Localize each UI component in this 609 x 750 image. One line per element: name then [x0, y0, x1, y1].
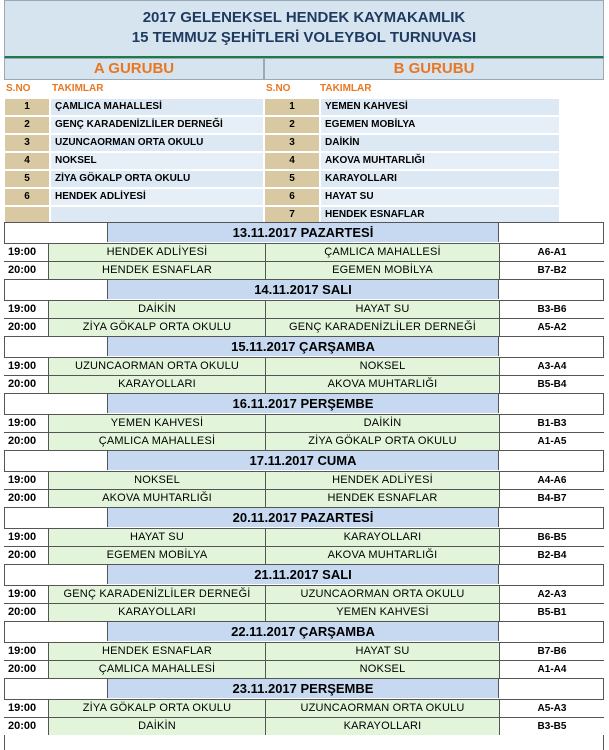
match-home-team: HENDEK ESNAFLAR [48, 643, 265, 660]
day-header-row [4, 393, 604, 413]
match-home-team: GENÇ KARADENİZLİLER DERNEĞİ [48, 586, 265, 603]
match-row [4, 642, 604, 660]
title-line-1: 2017 GELENEKSEL HENDEK KAYMAKAMLIK [142, 9, 466, 26]
group-a-team-no: 1 [4, 98, 50, 116]
day-title: 16.11.2017 PERŞEMBE [107, 394, 499, 413]
match-home-team: NOKSEL [48, 472, 265, 489]
match-time: 20:00 [4, 604, 48, 621]
match-row [4, 660, 604, 678]
team-row [4, 116, 604, 134]
match-away-team: AKOVA MUHTARLIĞI [265, 376, 499, 393]
match-home-team: YEMEN KAHVESİ [48, 415, 265, 432]
group-b-team-no: 7 [264, 206, 320, 224]
day-title: 15.11.2017 ÇARŞAMBA [107, 337, 499, 356]
group-a-teams-header: TAKIMLAR [52, 83, 104, 94]
day-title: 23.11.2017 PERŞEMBE [107, 679, 499, 698]
day-header-row [4, 564, 604, 584]
match-code: A5-A2 [499, 319, 604, 336]
match-row [4, 471, 604, 489]
group-a-team-name: ÇAMLICA MAHALLESİ [50, 98, 264, 116]
match-away-team: ZİYA GÖKALP ORTA OKULU [265, 433, 499, 450]
match-row [4, 300, 604, 318]
group-a-sno-header: S.NO [6, 83, 31, 94]
day-header-row [4, 621, 604, 641]
group-a-team-no: 2 [4, 116, 50, 134]
match-away-team: UZUNCAORMAN ORTA OKULU [265, 586, 499, 603]
match-away-team: KARAYOLLARI [265, 718, 499, 735]
match-home-team: ZİYA GÖKALP ORTA OKULU [48, 319, 265, 336]
group-a-team-name: NOKSEL [50, 152, 264, 170]
match-home-team: DAİKİN [48, 718, 265, 735]
day-header-row [4, 279, 604, 299]
group-b-teams-header: TAKIMLAR [320, 83, 372, 94]
day-header-row [4, 507, 604, 527]
day-title: 21.11.2017 SALI [107, 565, 499, 584]
match-time: 20:00 [4, 376, 48, 393]
match-code: A1-A4 [499, 661, 604, 678]
match-row [4, 375, 604, 393]
team-row [4, 134, 604, 152]
match-time: 19:00 [4, 358, 48, 375]
match-code: B5-B4 [499, 376, 604, 393]
match-code: A3-A4 [499, 358, 604, 375]
match-home-team: UZUNCAORMAN ORTA OKULU [48, 358, 265, 375]
match-time: 19:00 [4, 301, 48, 318]
day-title: 13.11.2017 PAZARTESİ [107, 223, 499, 242]
match-time: 20:00 [4, 433, 48, 450]
match-code: B7-B6 [499, 643, 604, 660]
match-home-team: DAİKİN [48, 301, 265, 318]
match-time: 20:00 [4, 661, 48, 678]
match-code: B5-B1 [499, 604, 604, 621]
match-row [4, 699, 604, 717]
match-time: 19:00 [4, 700, 48, 717]
title-line-2: 15 TEMMUZ ŞEHİTLERİ VOLEYBOL TURNUVASI [131, 29, 477, 46]
match-time: 19:00 [4, 415, 48, 432]
group-b-team-name: KARAYOLLARI [320, 170, 560, 188]
match-time: 20:00 [4, 718, 48, 735]
match-time: 20:00 [4, 490, 48, 507]
match-code: B4-B7 [499, 490, 604, 507]
match-code: A5-A3 [499, 700, 604, 717]
match-row [4, 261, 604, 279]
day-header-row [4, 678, 604, 698]
match-row [4, 243, 604, 261]
match-time: 19:00 [4, 643, 48, 660]
match-home-team: ÇAMLICA MAHALLESİ [48, 433, 265, 450]
match-away-team: NOKSEL [265, 358, 499, 375]
group-a-team-no: 5 [4, 170, 50, 188]
group-b-team-name: HAYAT SU [320, 188, 560, 206]
group-b-team-no: 4 [264, 152, 320, 170]
match-row [4, 318, 604, 336]
match-time: 20:00 [4, 262, 48, 279]
match-row [4, 414, 604, 432]
match-time: 20:00 [4, 319, 48, 336]
match-row [4, 717, 604, 735]
group-a-team-name: ZİYA GÖKALP ORTA OKULU [50, 170, 264, 188]
group-a-team-name: HENDEK ADLİYESİ [50, 188, 264, 206]
match-home-team: KARAYOLLARI [48, 376, 265, 393]
match-away-team: UZUNCAORMAN ORTA OKULU [265, 700, 499, 717]
group-b-header: B GURUBU [264, 58, 604, 80]
group-b-team-no: 3 [264, 134, 320, 152]
match-row [4, 489, 604, 507]
match-away-team: EGEMEN MOBİLYA [265, 262, 499, 279]
match-row [4, 585, 604, 603]
match-row [4, 528, 604, 546]
match-away-team: YEMEN KAHVESİ [265, 604, 499, 621]
group-a-team-no: 6 [4, 188, 50, 206]
group-a-team-no: 3 [4, 134, 50, 152]
day-title: 17.11.2017 CUMA [107, 451, 499, 470]
day-header-row [4, 222, 604, 242]
day-title: 14.11.2017 SALI [107, 280, 499, 299]
match-away-team: GENÇ KARADENİZLİLER DERNEĞİ [265, 319, 499, 336]
match-home-team: EGEMEN MOBİLYA [48, 547, 265, 564]
match-away-team: KARAYOLLARI [265, 529, 499, 546]
match-time: 20:00 [4, 547, 48, 564]
group-b-team-name: DAİKİN [320, 134, 560, 152]
match-away-team: NOKSEL [265, 661, 499, 678]
match-code: B7-B2 [499, 262, 604, 279]
match-code: B3-B6 [499, 301, 604, 318]
match-home-team: HENDEK ESNAFLAR [48, 262, 265, 279]
match-away-team: ÇAMLICA MAHALLESİ [265, 244, 499, 261]
day-header-row [4, 450, 604, 470]
match-code: A4-A6 [499, 472, 604, 489]
match-home-team: KARAYOLLARI [48, 604, 265, 621]
match-code: B6-B5 [499, 529, 604, 546]
group-b-sno-header: S.NO [266, 83, 291, 94]
match-away-team: HAYAT SU [265, 643, 499, 660]
team-row [4, 98, 604, 116]
match-row [4, 432, 604, 450]
team-row [4, 188, 604, 206]
match-code: A6-A1 [499, 244, 604, 261]
match-home-team: ZİYA GÖKALP ORTA OKULU [48, 700, 265, 717]
match-time: 19:00 [4, 472, 48, 489]
match-row [4, 603, 604, 621]
match-time: 19:00 [4, 529, 48, 546]
match-code: B2-B4 [499, 547, 604, 564]
match-time: 19:00 [4, 244, 48, 261]
day-title: 22.11.2017 ÇARŞAMBA [107, 622, 499, 641]
group-a-team-name: GENÇ KARADENİZLİLER DERNEĞİ [50, 116, 264, 134]
match-away-team: HENDEK ESNAFLAR [265, 490, 499, 507]
group-a-header: A GURUBU [4, 58, 264, 80]
group-b-team-no: 2 [264, 116, 320, 134]
group-a-team-name: UZUNCAORMAN ORTA OKULU [50, 134, 264, 152]
match-home-team: HENDEK ADLİYESİ [48, 244, 265, 261]
match-home-team: AKOVA MUHTARLIĞI [48, 490, 265, 507]
match-home-team: HAYAT SU [48, 529, 265, 546]
group-b-team-no: 1 [264, 98, 320, 116]
group-b-team-name: HENDEK ESNAFLAR [320, 206, 560, 224]
match-away-team: DAİKİN [265, 415, 499, 432]
day-title: 20.11.2017 PAZARTESİ [107, 508, 499, 527]
title-block [4, 0, 604, 58]
match-code: A2-A3 [499, 586, 604, 603]
day-header-row [4, 336, 604, 356]
match-code: B3-B5 [499, 718, 604, 735]
match-code: A1-A5 [499, 433, 604, 450]
group-a-team-no: 4 [4, 152, 50, 170]
match-home-team: ÇAMLICA MAHALLESİ [48, 661, 265, 678]
match-time: 19:00 [4, 586, 48, 603]
match-row [4, 357, 604, 375]
group-b-team-no: 5 [264, 170, 320, 188]
team-row [4, 170, 604, 188]
match-away-team: HENDEK ADLİYESİ [265, 472, 499, 489]
team-row [4, 152, 604, 170]
match-away-team: AKOVA MUHTARLIĞI [265, 547, 499, 564]
group-b-team-name: EGEMEN MOBİLYA [320, 116, 560, 134]
group-b-team-name: YEMEN KAHVESİ [320, 98, 560, 116]
match-code: B1-B3 [499, 415, 604, 432]
group-b-team-no: 6 [264, 188, 320, 206]
match-row [4, 546, 604, 564]
match-away-team: HAYAT SU [265, 301, 499, 318]
group-b-team-name: AKOVA MUHTARLIĞI [320, 152, 560, 170]
